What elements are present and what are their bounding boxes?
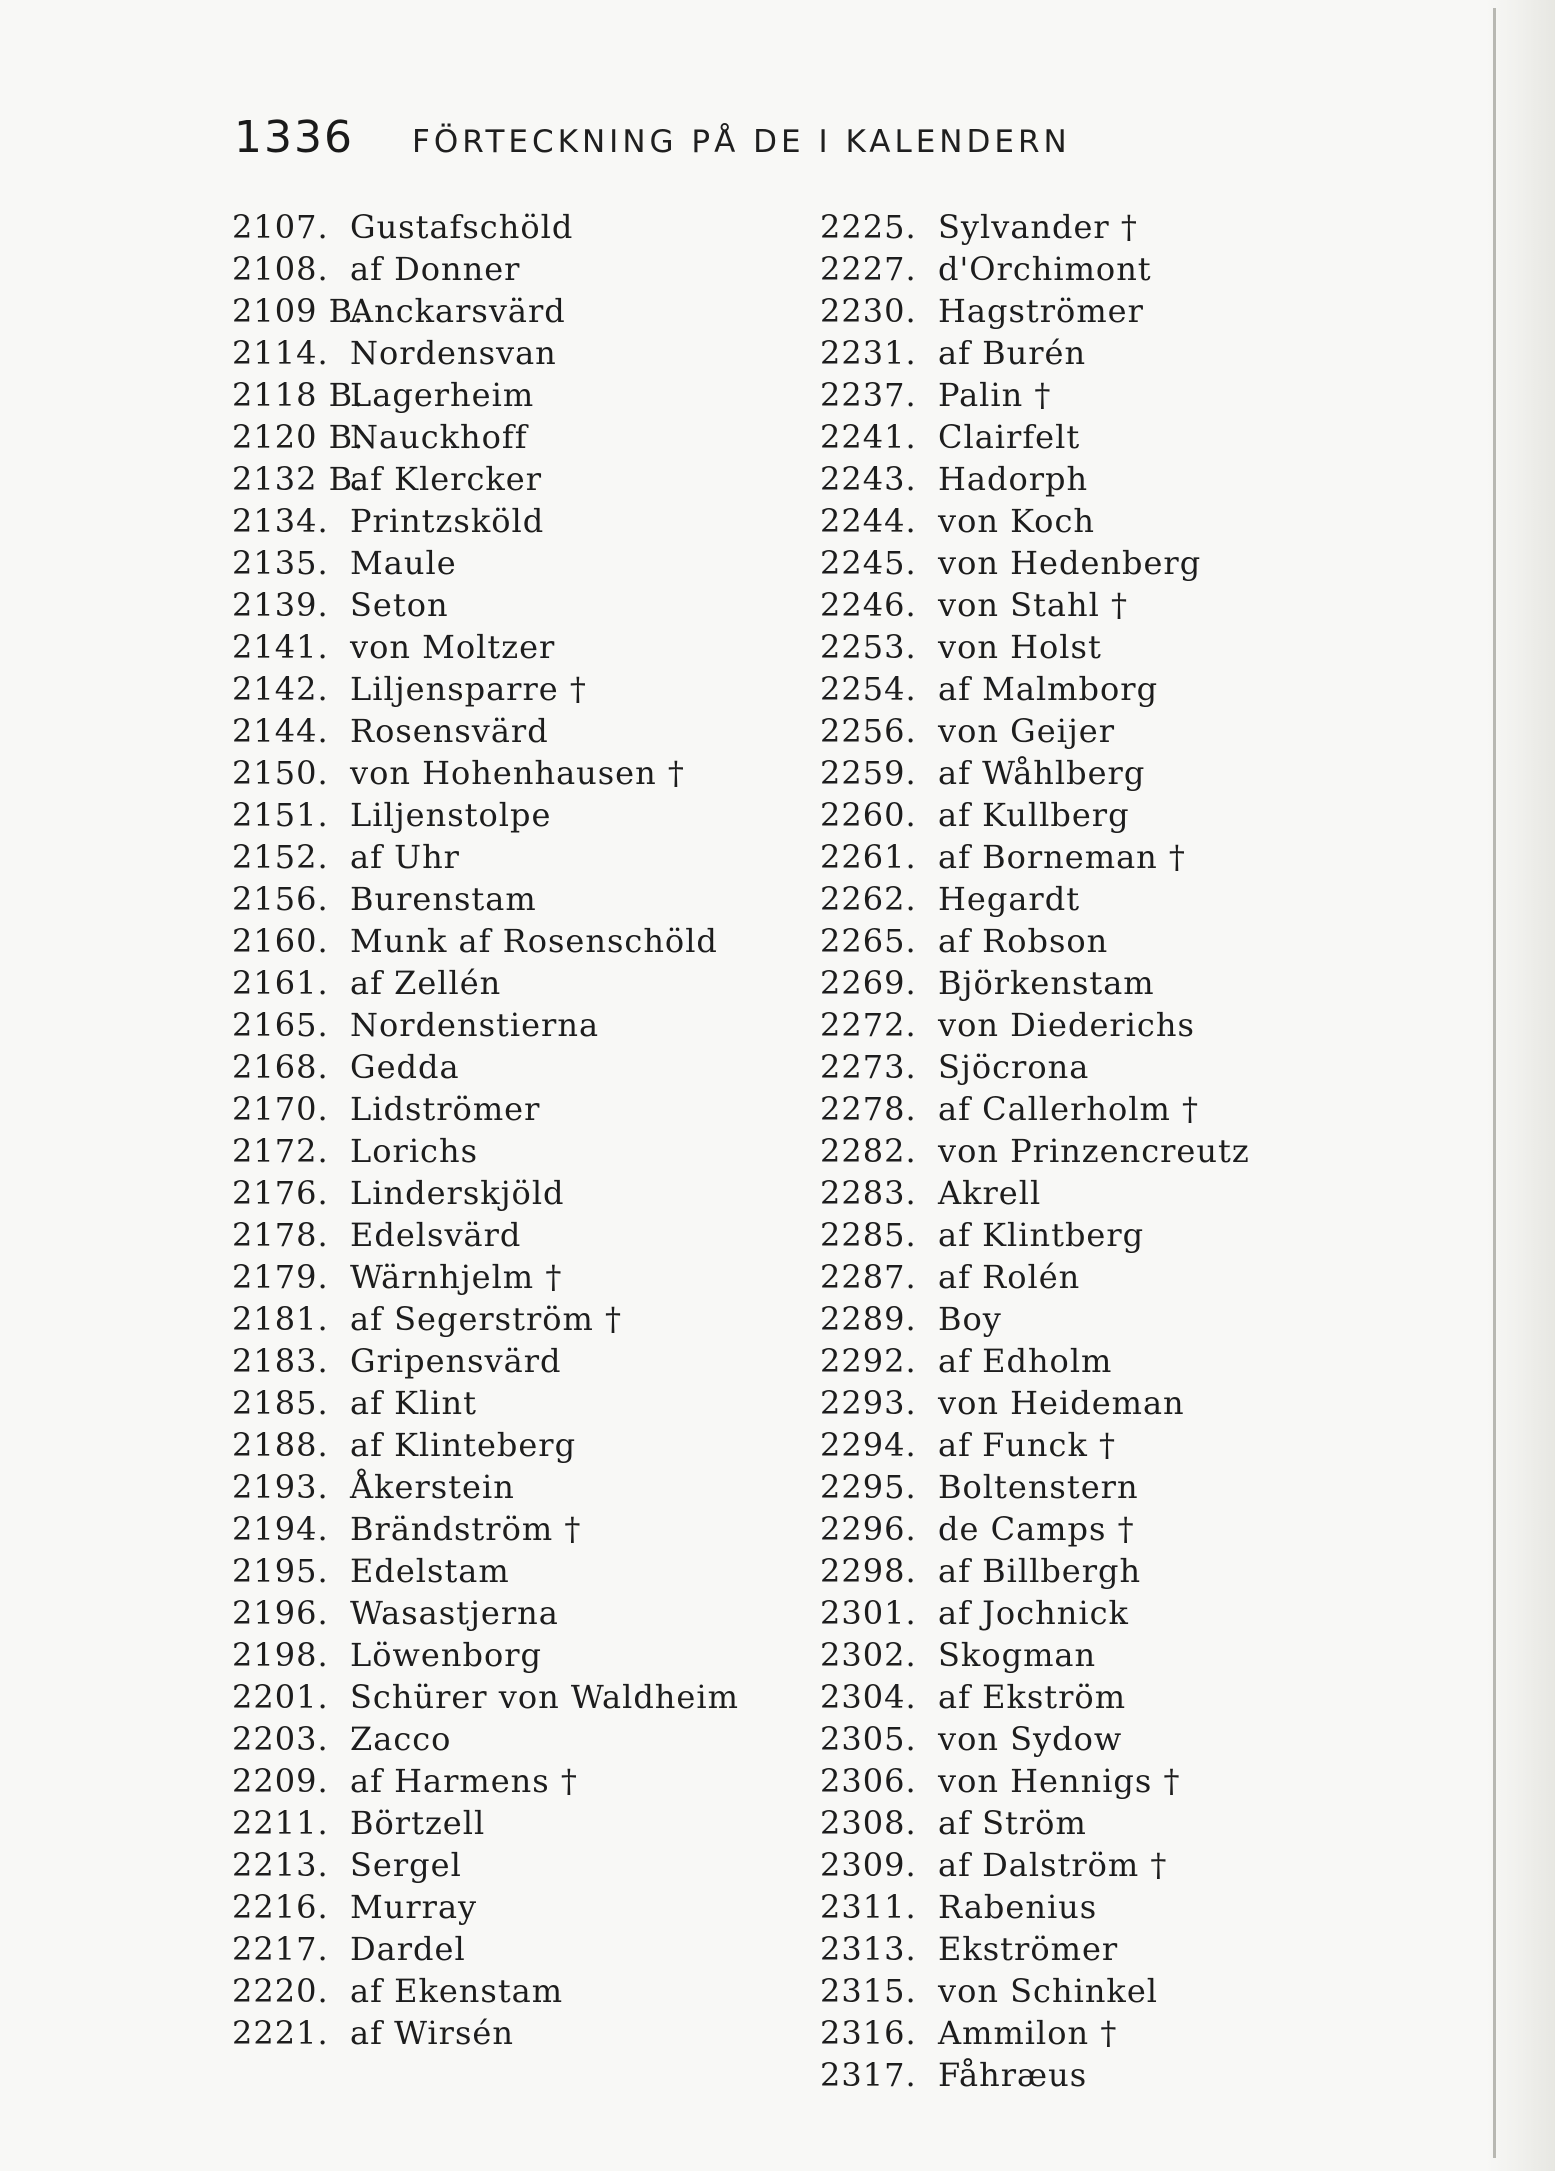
entry-number: 2254.: [820, 670, 917, 708]
list-item: [820, 332, 1390, 374]
list-item: [232, 1676, 802, 1718]
entry-name: Seton: [350, 586, 449, 624]
entry-number: 2120 B.: [232, 418, 365, 456]
entry-name: af Billbergh: [938, 1552, 1142, 1590]
entry-name: af Rolén: [938, 1258, 1081, 1296]
list-item: [232, 458, 802, 500]
left-column: [232, 206, 802, 2054]
entry-name: af Burén: [938, 334, 1087, 372]
entry-number: 2142.: [232, 670, 329, 708]
list-item: [820, 206, 1390, 248]
entry-number: 2183.: [232, 1342, 329, 1380]
list-item: [232, 794, 802, 836]
list-item: [820, 290, 1390, 332]
list-item: [820, 836, 1390, 878]
entry-name: von Hohenhausen †: [350, 754, 685, 792]
entry-number: 2231.: [820, 334, 917, 372]
entry-name: von Hennigs †: [938, 1762, 1181, 1800]
entry-name: af Edholm: [938, 1342, 1113, 1380]
entry-number: 2196.: [232, 1594, 329, 1632]
list-item: [820, 626, 1390, 668]
entry-name: Hegardt: [938, 880, 1081, 918]
entry-number: 2245.: [820, 544, 917, 582]
entry-name: af Klercker: [350, 460, 543, 498]
entry-name: af Ekenstam: [350, 1972, 564, 2010]
entry-name: Dardel: [350, 1930, 466, 1968]
list-item: [820, 1550, 1390, 1592]
entry-name: af Jochnick: [938, 1594, 1129, 1632]
entry-name: Clairfelt: [938, 418, 1081, 456]
entry-name: von Holst: [938, 628, 1102, 666]
list-item: [232, 500, 802, 542]
entry-name: af Dalström †: [938, 1846, 1168, 1884]
list-item: [232, 752, 802, 794]
page-number: 1336: [234, 112, 354, 163]
entry-number: 2209.: [232, 1762, 329, 1800]
list-item: [232, 1802, 802, 1844]
list-item: [820, 1466, 1390, 1508]
list-item: [232, 836, 802, 878]
list-item: [820, 1088, 1390, 1130]
entry-name: af Ekström: [938, 1678, 1127, 1716]
entry-name: af Uhr: [350, 838, 460, 876]
entry-number: 2165.: [232, 1006, 329, 1044]
entry-name: Skogman: [938, 1636, 1097, 1674]
entry-name: Ammilon †: [938, 2014, 1118, 2052]
list-item: [820, 1214, 1390, 1256]
entry-name: Hadorph: [938, 460, 1089, 498]
list-item: [820, 1844, 1390, 1886]
entry-number: 2179.: [232, 1258, 329, 1296]
entry-number: 2289.: [820, 1300, 917, 1338]
list-item: [232, 710, 802, 752]
entry-number: 2295.: [820, 1468, 917, 1506]
entry-name: af Robson: [938, 922, 1109, 960]
entry-number: 2151.: [232, 796, 329, 834]
list-item: [820, 668, 1390, 710]
entry-number: 2172.: [232, 1132, 329, 1170]
entry-name: af Borneman †: [938, 838, 1186, 876]
entry-number: 2178.: [232, 1216, 329, 1254]
entry-number: 2302.: [820, 1636, 917, 1674]
entry-name: Gripensvärd: [350, 1342, 562, 1380]
list-item: [232, 1214, 802, 1256]
entry-name: Nauckhoff: [350, 418, 528, 456]
list-item: [232, 1760, 802, 1802]
entry-name: von Moltzer: [350, 628, 556, 666]
entry-name: af Wåhlberg: [938, 754, 1146, 792]
entry-number: 2237.: [820, 376, 917, 414]
entry-name: Brändström †: [350, 1510, 582, 1548]
entry-number: 2243.: [820, 460, 917, 498]
entry-number: 2132 B.: [232, 460, 365, 498]
entry-name: af Klintberg: [938, 1216, 1145, 1254]
list-item: [820, 1256, 1390, 1298]
entry-name: Rosensvärd: [350, 712, 549, 750]
list-item: [232, 1466, 802, 1508]
entry-name: Edelsvärd: [350, 1216, 522, 1254]
entry-number: 2265.: [820, 922, 917, 960]
entry-number: 2316.: [820, 2014, 917, 2052]
entry-name: af Callerholm †: [938, 1090, 1199, 1128]
entry-name: Linderskjöld: [350, 1174, 565, 1212]
entry-name: Lidströmer: [350, 1090, 541, 1128]
page-title: FÖRTECKNING PÅ DE I KALENDERN: [411, 124, 1071, 160]
list-item: [232, 584, 802, 626]
list-item: [820, 920, 1390, 962]
entry-number: 2301.: [820, 1594, 917, 1632]
list-item: [820, 1130, 1390, 1172]
entry-number: 2188.: [232, 1426, 329, 1464]
entry-name: Wärnhjelm †: [350, 1258, 563, 1296]
entry-number: 2293.: [820, 1384, 917, 1422]
entry-number: 2141.: [232, 628, 329, 666]
list-item: [820, 1004, 1390, 1046]
list-item: [232, 542, 802, 584]
entry-number: 2283.: [820, 1174, 917, 1212]
entry-number: 2227.: [820, 250, 917, 288]
entry-name: Hagströmer: [938, 292, 1144, 330]
entry-number: 2176.: [232, 1174, 329, 1212]
right-column: [820, 206, 1390, 2096]
entry-name: af Segerström †: [350, 1300, 623, 1338]
list-item: [820, 962, 1390, 1004]
list-item: [232, 1634, 802, 1676]
entry-name: Printzsköld: [350, 502, 545, 540]
list-item: [820, 1172, 1390, 1214]
entry-number: 2134.: [232, 502, 329, 540]
entry-number: 2185.: [232, 1384, 329, 1422]
entry-number: 2109 B.: [232, 292, 365, 330]
list-item: [820, 878, 1390, 920]
entry-name: von Diederichs: [938, 1006, 1195, 1044]
entry-name: Sjöcrona: [938, 1048, 1090, 1086]
entry-name: de Camps †: [938, 1510, 1135, 1548]
entry-number: 2211.: [232, 1804, 329, 1842]
list-item: [232, 374, 802, 416]
entry-number: 2152.: [232, 838, 329, 876]
page-binding-edge: [1493, 8, 1496, 2158]
list-item: [820, 1424, 1390, 1466]
entry-number: 2261.: [820, 838, 917, 876]
entry-name: af Malmborg: [938, 670, 1159, 708]
entry-name: Murray: [350, 1888, 478, 1926]
list-item: [232, 1592, 802, 1634]
entry-number: 2285.: [820, 1216, 917, 1254]
entry-number: 2225.: [820, 208, 917, 246]
entry-number: 2305.: [820, 1720, 917, 1758]
entry-number: 2317.: [820, 2056, 917, 2094]
list-item: [232, 1298, 802, 1340]
list-item: [232, 1424, 802, 1466]
page-header: [234, 112, 1071, 162]
entry-name: af Zellén: [350, 964, 502, 1002]
entry-name: von Sydow: [938, 1720, 1123, 1758]
entry-number: 2260.: [820, 796, 917, 834]
list-item: [232, 1046, 802, 1088]
entry-name: Boy: [938, 1300, 1002, 1338]
list-item: [232, 1886, 802, 1928]
entry-name: von Stahl †: [938, 586, 1128, 624]
entry-number: 2161.: [232, 964, 329, 1002]
entry-name: Boltenstern: [938, 1468, 1139, 1506]
entry-name: Sylvander †: [938, 208, 1138, 246]
entry-name: Liljensparre †: [350, 670, 587, 708]
entry-number: 2244.: [820, 502, 917, 540]
entry-name: Gedda: [350, 1048, 460, 1086]
entry-number: 2107.: [232, 208, 329, 246]
list-item: [820, 2012, 1390, 2054]
list-item: [232, 1970, 802, 2012]
entry-number: 2156.: [232, 880, 329, 918]
entry-number: 2150.: [232, 754, 329, 792]
entry-name: Gustafschöld: [350, 208, 574, 246]
list-item: [820, 1676, 1390, 1718]
list-item: [820, 794, 1390, 836]
list-item: [232, 1130, 802, 1172]
list-item: [232, 1550, 802, 1592]
entry-number: 2273.: [820, 1048, 917, 1086]
entry-name: af Donner: [350, 250, 521, 288]
entry-number: 2195.: [232, 1552, 329, 1590]
entry-name: Ekströmer: [938, 1930, 1119, 1968]
entry-name: Lagerheim: [350, 376, 535, 414]
list-item: [820, 2054, 1390, 2096]
entry-name: von Hedenberg: [938, 544, 1202, 582]
entry-number: 2304.: [820, 1678, 917, 1716]
list-item: [232, 1382, 802, 1424]
entry-number: 2118 B.: [232, 376, 365, 414]
list-item: [820, 1928, 1390, 1970]
list-item: [820, 1592, 1390, 1634]
entry-number: 2272.: [820, 1006, 917, 1044]
entry-name: Schürer von Waldheim: [350, 1678, 739, 1716]
list-item: [820, 542, 1390, 584]
entry-number: 2135.: [232, 544, 329, 582]
list-item: [232, 626, 802, 668]
entry-name: Liljenstolpe: [350, 796, 552, 834]
entry-number: 2294.: [820, 1426, 917, 1464]
entry-name: von Heideman: [938, 1384, 1185, 1422]
list-item: [820, 1046, 1390, 1088]
list-item: [820, 1970, 1390, 2012]
entry-number: 2256.: [820, 712, 917, 750]
entry-name: af Klint: [350, 1384, 477, 1422]
list-item: [232, 668, 802, 710]
list-item: [232, 2012, 802, 2054]
entry-name: von Geijer: [938, 712, 1116, 750]
list-item: [820, 458, 1390, 500]
entry-number: 2241.: [820, 418, 917, 456]
entry-name: Löwenborg: [350, 1636, 542, 1674]
entry-name: Fåhræus: [938, 2056, 1088, 2094]
list-item: [820, 1298, 1390, 1340]
list-item: [232, 962, 802, 1004]
entry-number: 2287.: [820, 1258, 917, 1296]
entry-number: 2298.: [820, 1552, 917, 1590]
list-item: [232, 920, 802, 962]
entry-number: 2230.: [820, 292, 917, 330]
list-item: [232, 878, 802, 920]
list-item: [232, 1508, 802, 1550]
entry-number: 2308.: [820, 1804, 917, 1842]
list-item: [232, 1718, 802, 1760]
list-item: [820, 374, 1390, 416]
entry-number: 2269.: [820, 964, 917, 1002]
entry-name: Edelstam: [350, 1552, 510, 1590]
list-item: [820, 1340, 1390, 1382]
entry-name: Åkerstein: [350, 1468, 515, 1506]
entry-number: 2311.: [820, 1888, 917, 1926]
entry-number: 2220.: [232, 1972, 329, 2010]
list-item: [232, 416, 802, 458]
entry-number: 2114.: [232, 334, 329, 372]
list-item: [232, 1256, 802, 1298]
entry-name: Nordenstierna: [350, 1006, 600, 1044]
list-item: [232, 332, 802, 374]
entry-name: af Klinteberg: [350, 1426, 577, 1464]
entry-name: af Wirsén: [350, 2014, 514, 2052]
entry-number: 2246.: [820, 586, 917, 624]
entry-number: 2216.: [232, 1888, 329, 1926]
entry-name: von Koch: [938, 502, 1095, 540]
list-item: [232, 1088, 802, 1130]
entry-number: 2181.: [232, 1300, 329, 1338]
list-item: [820, 1760, 1390, 1802]
entry-number: 2201.: [232, 1678, 329, 1716]
entry-name: Nordensvan: [350, 334, 557, 372]
entry-name: af Harmens †: [350, 1762, 578, 1800]
list-item: [820, 752, 1390, 794]
entry-number: 2282.: [820, 1132, 917, 1170]
list-item: [820, 1508, 1390, 1550]
list-item: [820, 248, 1390, 290]
entry-name: Sergel: [350, 1846, 462, 1884]
entry-number: 2203.: [232, 1720, 329, 1758]
list-item: [232, 248, 802, 290]
entry-name: Maule: [350, 544, 457, 582]
entry-number: 2221.: [232, 2014, 329, 2052]
entry-name: von Prinzencreutz: [938, 1132, 1250, 1170]
list-item: [820, 416, 1390, 458]
entry-number: 2315.: [820, 1972, 917, 2010]
entry-number: 2253.: [820, 628, 917, 666]
entry-number: 2313.: [820, 1930, 917, 1968]
entry-name: af Ström: [938, 1804, 1087, 1842]
entry-number: 2278.: [820, 1090, 917, 1128]
entry-number: 2309.: [820, 1846, 917, 1884]
list-item: [232, 1172, 802, 1214]
entry-number: 2193.: [232, 1468, 329, 1506]
entry-name: af Kullberg: [938, 796, 1130, 834]
list-item: [820, 500, 1390, 542]
entry-name: Akrell: [938, 1174, 1042, 1212]
entry-number: 2217.: [232, 1930, 329, 1968]
entry-name: Wasastjerna: [350, 1594, 559, 1632]
entry-name: Burenstam: [350, 880, 537, 918]
entry-number: 2139.: [232, 586, 329, 624]
list-item: [820, 1634, 1390, 1676]
entry-name: Lorichs: [350, 1132, 478, 1170]
entry-name: Rabenius: [938, 1888, 1098, 1926]
list-item: [820, 1382, 1390, 1424]
list-item: [820, 1718, 1390, 1760]
entry-number: 2168.: [232, 1048, 329, 1086]
list-item: [232, 1004, 802, 1046]
entry-name: Anckarsvärd: [350, 292, 566, 330]
entry-name: af Funck †: [938, 1426, 1116, 1464]
list-item: [232, 290, 802, 332]
entry-number: 2213.: [232, 1846, 329, 1884]
entry-name: von Schinkel: [938, 1972, 1158, 2010]
list-item: [232, 1844, 802, 1886]
list-item: [820, 1802, 1390, 1844]
entry-number: 2160.: [232, 922, 329, 960]
entry-name: d'Orchimont: [938, 250, 1152, 288]
entry-number: 2170.: [232, 1090, 329, 1128]
entry-number: 2259.: [820, 754, 917, 792]
entry-number: 2194.: [232, 1510, 329, 1548]
entry-number: 2144.: [232, 712, 329, 750]
list-item: [820, 710, 1390, 752]
entry-number: 2198.: [232, 1636, 329, 1674]
list-item: [820, 584, 1390, 626]
entry-name: Björkenstam: [938, 964, 1155, 1002]
entry-number: 2306.: [820, 1762, 917, 1800]
entry-name: Palin †: [938, 376, 1052, 414]
entry-number: 2292.: [820, 1342, 917, 1380]
list-item: [232, 1928, 802, 1970]
entry-name: Zacco: [350, 1720, 452, 1758]
list-item: [232, 1340, 802, 1382]
list-item: [820, 1886, 1390, 1928]
entry-number: 2262.: [820, 880, 917, 918]
entry-name: Munk af Rosenschöld: [350, 922, 718, 960]
list-item: [232, 206, 802, 248]
entry-number: 2296.: [820, 1510, 917, 1548]
entry-number: 2108.: [232, 250, 329, 288]
entry-name: Börtzell: [350, 1804, 486, 1842]
